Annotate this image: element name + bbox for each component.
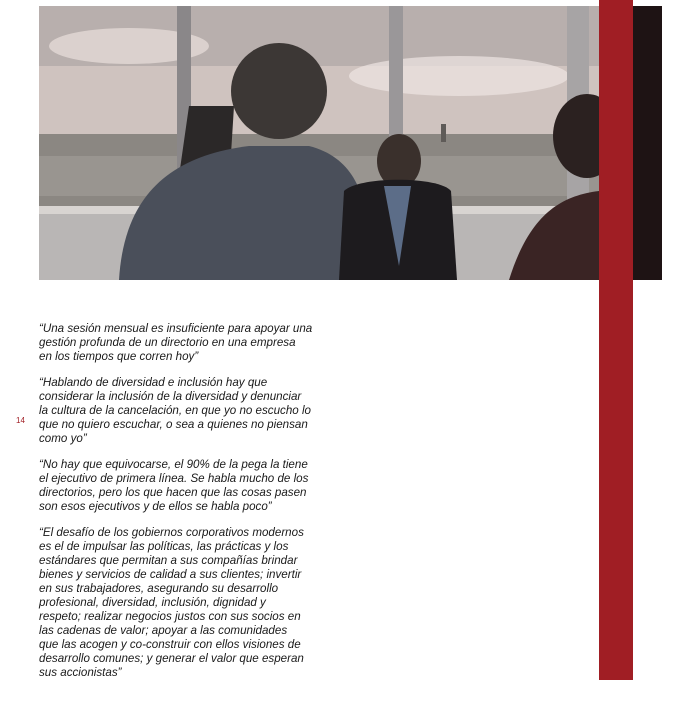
quote-2: “Hablando de diversidad e inclusión hay que considerar la inclusión de la diversidad y denunciar la cultura de la cancelación, en que yo no escucho lo que no quiero escuchar, o sea a quienes no piensan como yo” [39, 376, 311, 445]
quote-1: “Una sesión mensual es insuficiente para apoyar una gestión profunda de un directorio en una empresa en los tiempos que corren hoy” [39, 322, 313, 363]
page-number: 14 [16, 416, 25, 425]
quotes-block [39, 322, 351, 692]
quote-3: “No hay que equivocarse, el 90% de la pega la tiene el ejecutivo de primera línea. Se habla mucho de los directorios, pero los que hacen que las cosas pasen son esos ejecutivos y de ellos se habla poco” [39, 458, 309, 513]
red-accent-bar [599, 0, 633, 680]
quote-4: “El desafío de los gobiernos corporativos modernos es el de impulsar las políticas, las prácticas y los estándares que permitan a sus compañías brindar bienes y servicios de calidad a sus clientes; invertir en sus trabajadores, asegurando su desarrollo profesional, diversidad, inclusión, dignidad y respeto; realizar negocios justos con sus socios en las cadenas de valor; apoyar a las comunidades que las acogen y co-construir con ellos visiones de desarrollo comunes; y generar el valor que esperan sus accionistas” [39, 526, 304, 679]
meeting-photo [39, 6, 599, 280]
photo-meeting-illustration [39, 6, 599, 280]
